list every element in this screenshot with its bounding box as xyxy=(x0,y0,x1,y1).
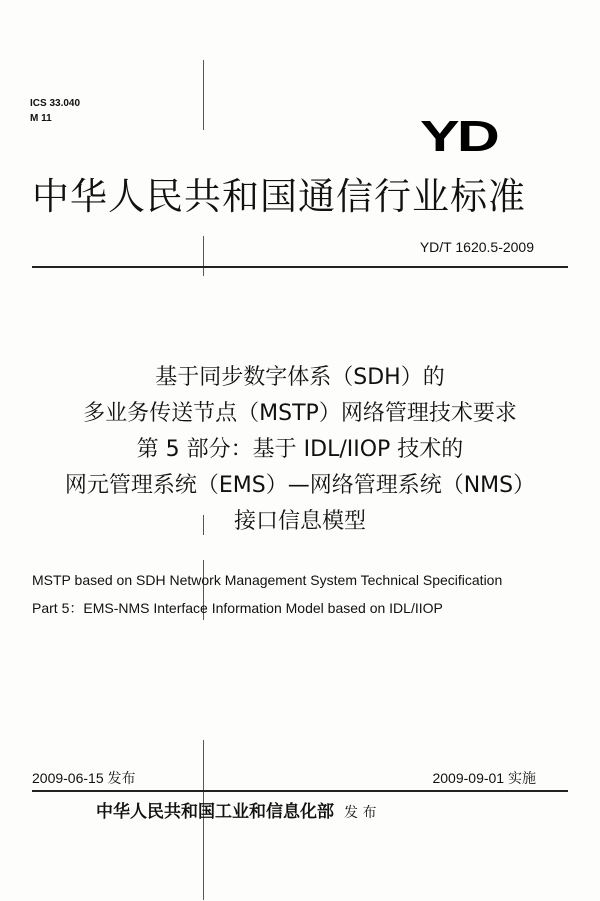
header-divider xyxy=(32,266,568,268)
title-cn-line-5: 接口信息模型 xyxy=(233,509,366,534)
document-title-en xyxy=(32,566,592,622)
title-en-line-2: Part 5：EMS-NMS Interface Information Model based on IDL/IIOP xyxy=(32,600,443,616)
yd-logo: YD xyxy=(420,112,498,161)
ics-code: ICS 33.040 xyxy=(30,98,81,109)
standard-type-title: 中华人民共和国通信行业标准 xyxy=(32,175,526,218)
implement-date: 2009-09-01 实施 xyxy=(432,770,536,786)
title-cn-line-4: 网元管理系统（EMS）—网络管理系统（NMS） xyxy=(64,473,536,498)
publisher xyxy=(96,797,376,822)
title-en-line-1: MSTP based on SDH Network Management System Technical Specification xyxy=(32,572,503,588)
publisher-suffix: 发 布 xyxy=(344,805,377,821)
ics-code-block xyxy=(30,96,80,126)
title-cn-line-2: 多业务传送节点（MSTP）网络管理技术要求 xyxy=(83,401,517,426)
scan-line xyxy=(203,236,204,276)
footer-divider xyxy=(32,790,568,792)
scan-line xyxy=(203,60,204,130)
classification-code: M 11 xyxy=(30,113,52,124)
document-title-cn xyxy=(0,360,600,540)
standard-number: YD/T 1620.5-2009 xyxy=(419,239,534,255)
title-cn-line-1: 基于同步数字体系（SDH）的 xyxy=(155,365,445,390)
title-cn-line-3: 第 5 部分：基于 IDL/IIOP 技术的 xyxy=(136,437,464,462)
issue-date: 2009-06-15 发布 xyxy=(32,770,136,786)
publisher-name: 中华人民共和国工业和信息化部 xyxy=(96,802,334,822)
